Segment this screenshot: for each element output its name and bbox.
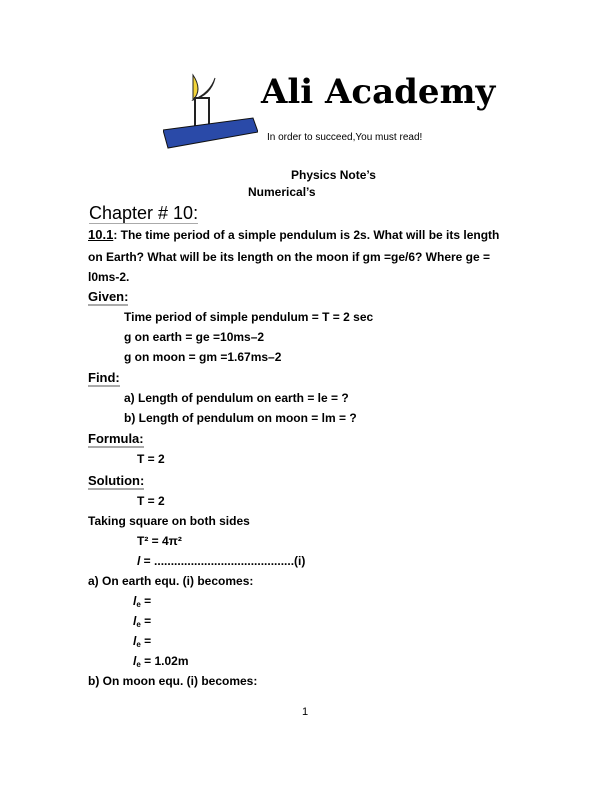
equation-text: = ..........................................(i) bbox=[140, 554, 306, 568]
equation-text: = bbox=[140, 634, 152, 648]
given-item: Time period of simple pendulum = T = 2 sec bbox=[124, 310, 374, 324]
earth-length-line bbox=[133, 594, 151, 608]
subscript: e bbox=[136, 640, 141, 649]
ali-academy-logo bbox=[163, 70, 496, 154]
given-heading: Given: bbox=[88, 289, 129, 304]
equation-text: = bbox=[140, 614, 152, 628]
earth-length-line bbox=[133, 634, 151, 648]
page-number: 1 bbox=[302, 706, 309, 718]
torch-emblem-icon bbox=[163, 70, 258, 154]
length-symbol: l bbox=[133, 594, 137, 608]
solution-heading: Solution: bbox=[88, 473, 145, 488]
equation-text: = bbox=[140, 594, 152, 608]
length-symbol: l bbox=[133, 634, 137, 648]
header-line1: Physics Note’s bbox=[291, 168, 376, 182]
chapter-heading: Chapter # 10: bbox=[89, 203, 199, 223]
length-symbol: l bbox=[137, 554, 141, 568]
logo-tagline: In order to succeed,You must read! bbox=[267, 132, 423, 143]
question-number: 10.1 bbox=[88, 227, 114, 242]
earth-length-result bbox=[133, 654, 189, 668]
find-heading: Find: bbox=[88, 370, 120, 385]
part-a-label: a) On earth equ. (i) becomes: bbox=[88, 574, 254, 588]
earth-length-line bbox=[133, 614, 151, 628]
find-item: a) Length of pendulum on earth = le = ? bbox=[124, 391, 349, 405]
solution-equation bbox=[137, 554, 305, 568]
find-item: b) Length of pendulum on moon = lm = ? bbox=[124, 411, 357, 425]
solution-equation: T = 2 bbox=[137, 494, 165, 508]
length-symbol: l bbox=[133, 614, 137, 628]
header-line2: Numerical’s bbox=[248, 185, 316, 199]
question-text: : The time period of a simple pendulum is 2s. What will be its length bbox=[113, 228, 500, 242]
subscript: e bbox=[136, 620, 141, 629]
question-line3: l0ms-2. bbox=[88, 270, 130, 284]
subscript: e bbox=[136, 660, 141, 669]
question-line2: on Earth? What will be its length on the moon if gm =ge/6? Where ge = bbox=[88, 250, 491, 264]
given-item: g on moon = gm =1.67ms–2 bbox=[124, 350, 282, 364]
solution-step: Taking square on both sides bbox=[88, 514, 250, 528]
question-line1 bbox=[88, 228, 499, 242]
formula-equation: T = 2 bbox=[137, 452, 165, 466]
subscript: e bbox=[136, 600, 141, 609]
given-item: g on earth = ge =10ms–2 bbox=[124, 330, 265, 344]
formula-heading: Formula: bbox=[88, 431, 144, 446]
part-b-label: b) On moon equ. (i) becomes: bbox=[88, 674, 258, 688]
length-symbol: l bbox=[133, 654, 137, 668]
equation-text: = 1.02m bbox=[140, 654, 189, 668]
logo-title: Ali Academy bbox=[261, 72, 496, 112]
solution-equation: T² = 4π² bbox=[137, 534, 182, 548]
